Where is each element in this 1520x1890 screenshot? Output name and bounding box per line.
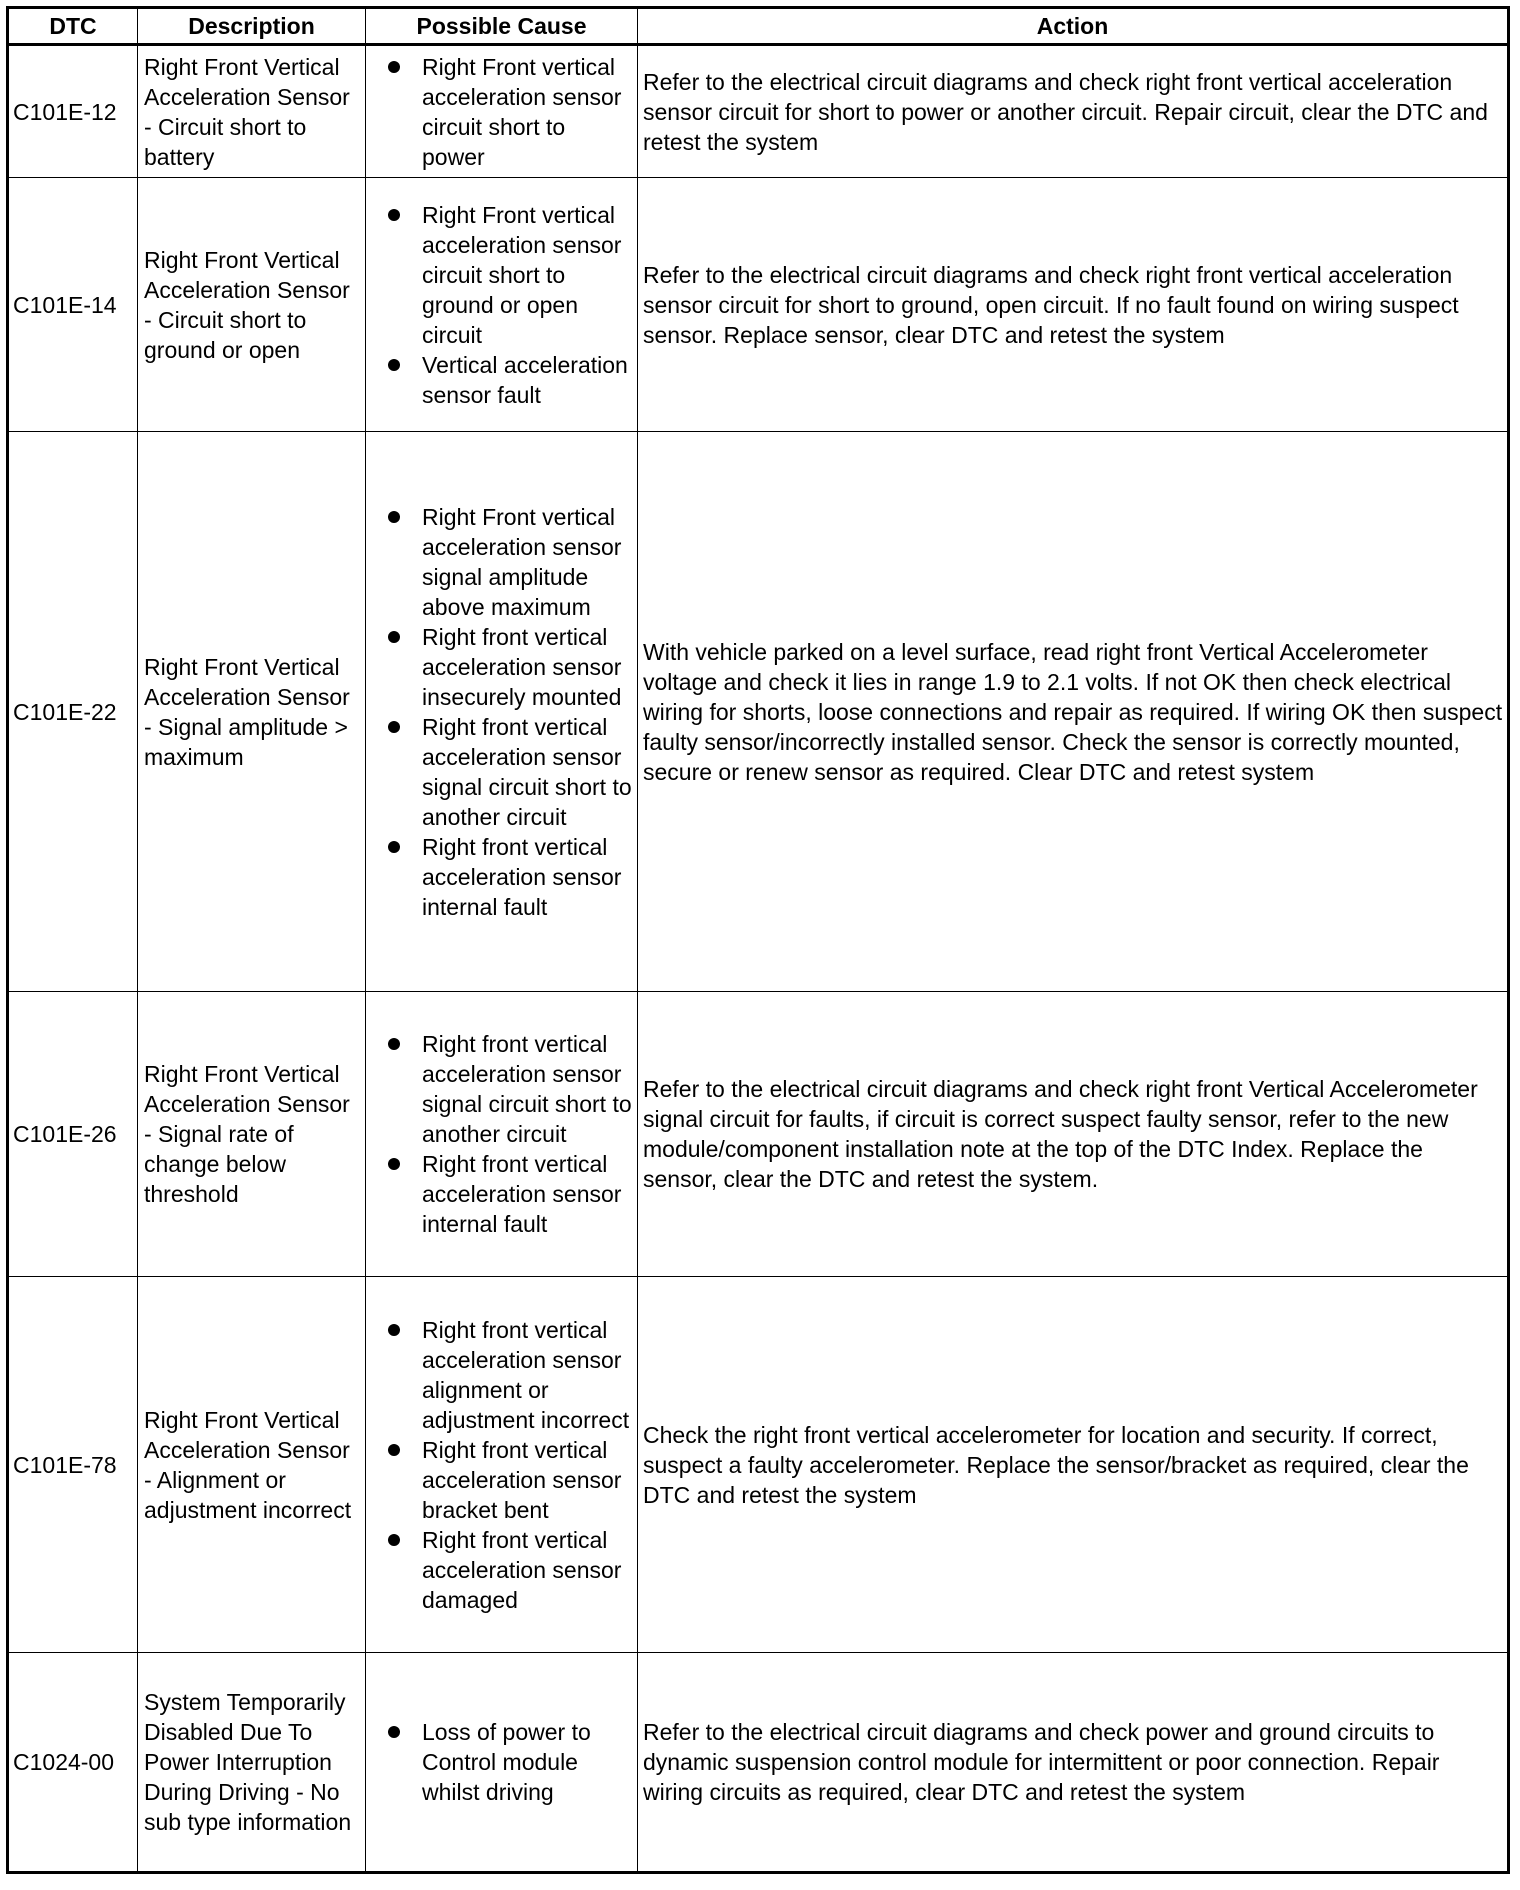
bullet-icon bbox=[388, 1726, 400, 1738]
cause-text: Right front vertical acceleration sensor internal fault bbox=[422, 1151, 622, 1237]
cause-list bbox=[384, 1029, 633, 1239]
cause-item bbox=[384, 1717, 633, 1807]
action-cell: Refer to the electrical circuit diagrams and check right front vertical acceleration sensor circuit for short to power or another circuit. Repair circuit, clear the DTC and retest the system bbox=[638, 45, 1509, 178]
action-cell: Refer to the electrical circuit diagrams and check power and ground circuits to dynamic suspension control module for intermittent or poor connection. Repair wiring circuits as required, clear DTC and retest the system bbox=[638, 1653, 1509, 1873]
cause-text: Right front vertical acceleration sensor damaged bbox=[422, 1526, 622, 1613]
header-action: Action bbox=[638, 8, 1509, 45]
cause-item bbox=[384, 1315, 633, 1435]
bullet-icon bbox=[388, 209, 400, 221]
table-header-row bbox=[8, 8, 1509, 45]
table-row bbox=[8, 45, 1509, 178]
dtc-code-cell: C101E-14 bbox=[8, 178, 138, 432]
possible-cause-cell bbox=[366, 992, 638, 1277]
cause-list bbox=[384, 52, 633, 172]
table-row bbox=[8, 178, 1509, 432]
cause-item bbox=[384, 832, 633, 922]
bullet-icon bbox=[388, 1324, 400, 1336]
cause-text: Right front vertical acceleration sensor bracket bent bbox=[422, 1436, 622, 1523]
cause-item bbox=[384, 1525, 633, 1615]
bullet-icon bbox=[388, 359, 400, 371]
bullet-icon bbox=[388, 1158, 400, 1170]
bullet-icon bbox=[388, 841, 400, 853]
possible-cause-cell bbox=[366, 178, 638, 432]
description-cell: Right Front Vertical Acceleration Sensor - Alignment or adjustment incorrect bbox=[138, 1277, 366, 1653]
cause-list bbox=[384, 1717, 633, 1807]
cause-item bbox=[384, 712, 633, 832]
cause-item bbox=[384, 200, 633, 350]
bullet-icon bbox=[388, 61, 400, 73]
cause-text: Loss of power to Control module whilst driving bbox=[422, 1719, 591, 1805]
cause-list bbox=[384, 1315, 633, 1615]
bullet-icon bbox=[388, 631, 400, 643]
cause-text: Right front vertical acceleration sensor signal circuit short to another circuit bbox=[422, 1031, 632, 1147]
table-row bbox=[8, 992, 1509, 1277]
header-dtc: DTC bbox=[8, 8, 138, 45]
possible-cause-cell bbox=[366, 1653, 638, 1873]
cause-text: Right front vertical acceleration sensor insecurely mounted bbox=[422, 623, 622, 710]
possible-cause-cell bbox=[366, 45, 638, 178]
action-cell: Refer to the electrical circuit diagrams and check right front vertical acceleration sensor circuit for short to ground, open circuit. If no fault found on wiring suspect sensor. Replace sensor, clear DTC and retest the system bbox=[638, 178, 1509, 432]
cause-item bbox=[384, 1435, 633, 1525]
cause-item bbox=[384, 502, 633, 622]
bullet-icon bbox=[388, 511, 400, 523]
bullet-icon bbox=[388, 721, 400, 733]
description-cell: Right Front Vertical Acceleration Sensor - Circuit short to battery bbox=[138, 45, 366, 178]
possible-cause-cell bbox=[366, 1277, 638, 1653]
table-row bbox=[8, 1653, 1509, 1873]
cause-text: Right Front vertical acceleration sensor circuit short to ground or open circuit bbox=[422, 201, 622, 348]
table-row bbox=[8, 432, 1509, 992]
table-row bbox=[8, 1277, 1509, 1653]
action-cell: Check the right front vertical accelerometer for location and security. If correct, suspect a faulty accelerometer. Replace the sensor/bracket as required, clear the DTC and retest the system bbox=[638, 1277, 1509, 1653]
dtc-code-cell: C101E-12 bbox=[8, 45, 138, 178]
bullet-icon bbox=[388, 1038, 400, 1050]
cause-item bbox=[384, 52, 633, 172]
dtc-code-cell: C101E-26 bbox=[8, 992, 138, 1277]
possible-cause-cell bbox=[366, 432, 638, 992]
cause-item bbox=[384, 350, 633, 410]
dtc-code-cell: C1024-00 bbox=[8, 1653, 138, 1873]
cause-text: Vertical acceleration sensor fault bbox=[422, 351, 628, 408]
cause-list bbox=[384, 200, 633, 410]
cause-item bbox=[384, 1149, 633, 1239]
cause-text: Right front vertical acceleration sensor internal fault bbox=[422, 833, 622, 920]
header-possible-cause: Possible Cause bbox=[366, 8, 638, 45]
description-cell: Right Front Vertical Acceleration Sensor - Signal rate of change below threshold bbox=[138, 992, 366, 1277]
cause-list bbox=[384, 502, 633, 922]
cause-text: Right front vertical acceleration sensor alignment or adjustment incorrect bbox=[422, 1316, 630, 1433]
cause-text: Right Front vertical acceleration sensor signal amplitude above maximum bbox=[422, 503, 622, 620]
bullet-icon bbox=[388, 1444, 400, 1456]
cause-item bbox=[384, 1029, 633, 1149]
cause-text: Right front vertical acceleration sensor signal circuit short to another circuit bbox=[422, 713, 632, 830]
action-cell: Refer to the electrical circuit diagrams and check right front Vertical Accelerometer signal circuit for faults, if circuit is correct suspect faulty sensor, refer to the new module/component installation note at the top of the DTC Index. Replace the sensor, clear the DTC and retest the system. bbox=[638, 992, 1509, 1277]
dtc-code-cell: C101E-78 bbox=[8, 1277, 138, 1653]
dtc-table bbox=[6, 6, 1510, 1874]
header-description: Description bbox=[138, 8, 366, 45]
bullet-icon bbox=[388, 1534, 400, 1546]
description-cell: Right Front Vertical Acceleration Sensor - Signal amplitude > maximum bbox=[138, 432, 366, 992]
cause-item bbox=[384, 622, 633, 712]
dtc-code-cell: C101E-22 bbox=[8, 432, 138, 992]
cause-text: Right Front vertical acceleration sensor circuit short to power bbox=[422, 53, 622, 170]
action-cell: With vehicle parked on a level surface, read right front Vertical Accelerometer voltage and check it lies in range 1.9 to 2.1 volts. If not OK then check electrical wiring for shorts, loose connections and repair as required. If wiring OK then suspect faulty sensor/incorrectly installed sensor. Check the sensor is correctly mounted, secure or renew sensor as required. Clear DTC and retest system bbox=[638, 432, 1509, 992]
description-cell: System Temporarily Disabled Due To Power Interruption During Driving - No sub type information bbox=[138, 1653, 366, 1873]
description-cell: Right Front Vertical Acceleration Sensor - Circuit short to ground or open bbox=[138, 178, 366, 432]
